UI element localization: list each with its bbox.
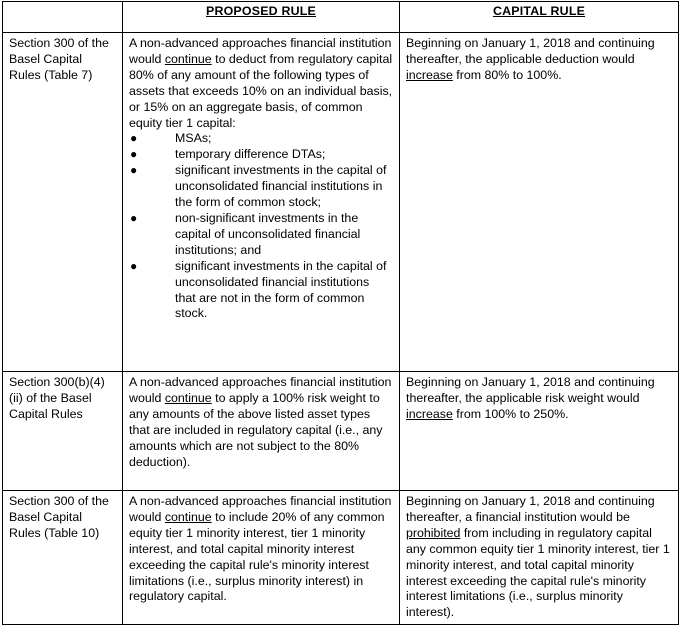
section-cell: Section 300 of the Basel Capital Rules (Table 7) <box>3 33 123 372</box>
bullet-icon: ● <box>130 131 138 146</box>
proposed-text: to deduct from regulatory capital 80% of any amount of the following types of assets that exceeds 10% on an individual basis, or 15% on an aggregate basis, of common equity tier 1 capital: <box>129 51 393 130</box>
list-item: ● significant investments in the capital of unconsolidated financial institutions that are not in the form of common stock. <box>130 258 387 321</box>
capital-keyword: prohibited <box>406 525 461 540</box>
header-capital-rule <box>400 2 679 33</box>
header-proposed-rule <box>123 2 400 33</box>
header-section-cell <box>3 2 123 33</box>
proposed-rule-cell: A non-advanced approaches financial institution would continue to apply a 100% risk weight to any amounts of the above listed asset types that are included in regulatory capital (i.e., any amounts which are not subject to the 80% deduction). <box>123 372 400 491</box>
bullet-icon: ● <box>130 258 138 273</box>
asset-type-list <box>129 131 393 322</box>
proposed-text: A non-advanced approaches financial institution would <box>129 36 392 66</box>
rules-comparison-table <box>2 1 679 625</box>
list-item: ● MSAs; <box>130 131 212 146</box>
capital-rule-cell: Beginning on January 1, 2018 and continuing thereafter, the applicable risk weight would increase from 100% to 250%. <box>400 372 679 491</box>
bullet-icon: ● <box>130 147 138 162</box>
capital-rule-cell: Beginning on January 1, 2018 and continuing thereafter, a financial institution would be prohibited from including in regulatory capital any common equity tier 1 minority interest, tier 1 minority interest, and total capital minority interest exceeding the capital rule's minority interest limitations (i.e., surplus minority interest). <box>400 491 679 625</box>
header-row <box>3 2 679 33</box>
capital-rule-heading: CAPITAL RULE <box>492 4 586 18</box>
proposed-keyword: continue <box>164 390 212 405</box>
proposed-keyword: continue <box>164 51 212 66</box>
list-item: ● significant investments in the capital of unconsolidated financial institutions in the form of common stock; <box>130 163 387 210</box>
bullet-icon: ● <box>130 210 138 225</box>
list-item: ● non-significant investments in the capital of unconsolidated financial institutions; and <box>130 210 361 257</box>
proposed-keyword: continue <box>164 509 212 524</box>
proposed-rule-cell: A non-advanced approaches financial institution would continue to include 20% of any common equity tier 1 minority interest, tier 1 minority interest, and total capital minority interest exceeding the capital rule's minority interest limitations (i.e., surplus minority interest) in regulatory capital. <box>123 491 400 625</box>
table-row <box>3 33 679 372</box>
capital-rule-cell: Beginning on January 1, 2018 and continuing thereafter, the applicable deduction would increase from 80% to 100%. <box>400 33 679 372</box>
table-row <box>3 372 679 491</box>
section-cell: Section 300 of the Basel Capital Rules (Table 10) <box>3 491 123 625</box>
proposed-rule-heading: PROPOSED RULE <box>205 4 316 18</box>
table-row <box>3 491 679 625</box>
section-cell: Section 300(b)(4)(ii) of the Basel Capital Rules <box>3 372 123 491</box>
capital-keyword: increase <box>406 67 453 82</box>
bullet-icon: ● <box>130 163 138 178</box>
proposed-rule-cell <box>123 33 400 372</box>
capital-keyword: increase <box>406 406 453 421</box>
list-item: ● temporary difference DTAs; <box>130 147 326 162</box>
